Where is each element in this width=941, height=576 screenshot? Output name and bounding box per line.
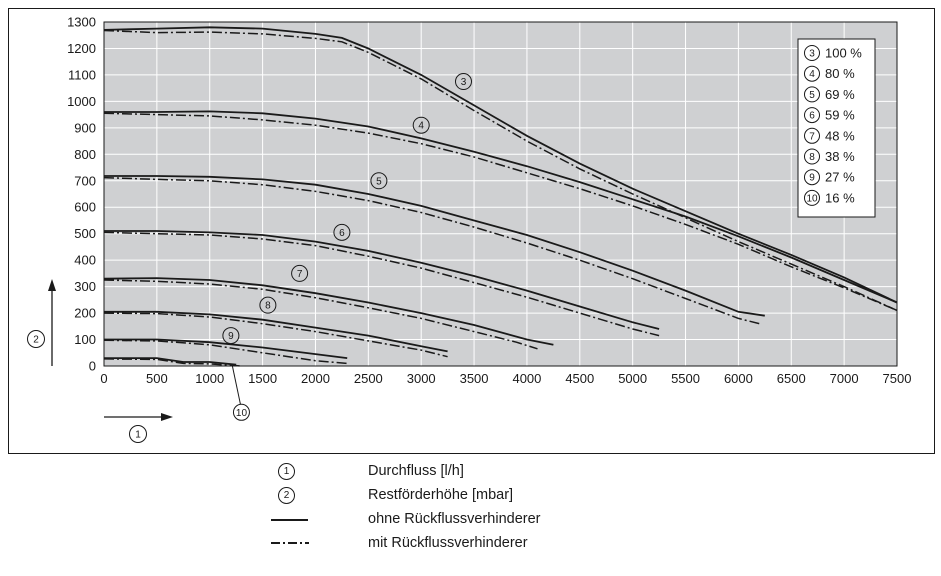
x-tick-label: 7500 (882, 371, 912, 386)
legend-marker-9 (805, 170, 820, 185)
y-tick-label: 700 (74, 173, 96, 189)
svg-text:2: 2 (33, 334, 39, 346)
x-tick-label: 4500 (565, 371, 595, 386)
x-tick-label: 5000 (618, 371, 648, 386)
footer-legend-row-1 (268, 460, 768, 484)
y-tick-label: 900 (74, 120, 96, 136)
legend-marker-10 (805, 190, 820, 205)
legend-marker-5 (805, 87, 820, 102)
head-label: Restförderhöhe [mbar] (368, 487, 514, 503)
pump-curve-chart (8, 8, 935, 454)
svg-text:3: 3 (460, 77, 467, 89)
footer-legend-row-2 (268, 484, 768, 508)
y-tick-label: 500 (74, 226, 96, 242)
legend-label: 80 % (825, 66, 855, 82)
svg-text:4: 4 (809, 69, 815, 81)
curve-label-7 (292, 265, 308, 281)
x-tick-label: 6500 (776, 371, 806, 386)
legend-label: 100 % (825, 45, 862, 61)
x-axis-ref-marker (130, 426, 147, 443)
footer-legend (268, 460, 768, 556)
x-tick-label: 3500 (459, 371, 489, 386)
dashdot-line-sample (271, 538, 311, 548)
curve-label-4 (413, 117, 429, 133)
y-tick-label: 100 (74, 332, 96, 348)
svg-text:10: 10 (235, 407, 248, 419)
legend-label: 16 % (825, 190, 855, 206)
x-tick-label: 5500 (671, 371, 700, 386)
x-tick-label: 7000 (829, 371, 859, 386)
svg-text:5: 5 (809, 89, 815, 101)
solid-line-sample (271, 519, 308, 521)
svg-text:1: 1 (135, 429, 141, 441)
legend-label: 69 % (825, 86, 855, 102)
legend-marker-4 (805, 66, 820, 81)
legend-marker-7 (805, 128, 820, 143)
legend-marker-6 (805, 108, 820, 123)
x-tick-label: 1000 (195, 371, 225, 386)
plot-area (104, 22, 897, 366)
x-tick-label: 500 (146, 371, 168, 386)
x-tick-label: 6000 (723, 371, 753, 386)
svg-text:9: 9 (809, 172, 815, 184)
x-tick-label: 0 (100, 371, 108, 386)
curve-label-6 (334, 224, 350, 240)
y-tick-label: 1100 (68, 67, 96, 83)
x-tick-label: 3000 (406, 371, 436, 386)
svg-text:8: 8 (265, 300, 271, 312)
solid-line-label: ohne Rückflussverhinderer (368, 511, 541, 527)
curve-label-9 (223, 328, 239, 344)
y-tick-label: 300 (74, 279, 96, 295)
svg-text:8: 8 (809, 152, 815, 163)
x-tick-label: 1500 (248, 371, 278, 386)
svg-text:3: 3 (809, 48, 815, 60)
y-tick-label: 200 (74, 305, 96, 321)
svg-text:9: 9 (228, 331, 234, 343)
flow-label: Durchfluss [l/h] (368, 463, 464, 479)
svg-text:6: 6 (809, 110, 815, 122)
svg-text:4: 4 (418, 120, 424, 132)
x-tick-label: 2000 (301, 371, 330, 386)
legend-label: 48 % (825, 128, 855, 144)
legend-marker-8 (805, 149, 820, 164)
y-tick-label: 0 (88, 358, 96, 374)
y-tick-label: 600 (74, 199, 96, 215)
legend-label: 27 % (825, 169, 855, 185)
curve-label-10 (233, 404, 249, 420)
svg-text:5: 5 (376, 176, 382, 188)
dashdot-line-label: mit Rückflussverhinderer (368, 535, 528, 551)
ref-marker-1: 1 (278, 463, 295, 480)
legend (798, 39, 875, 217)
svg-text:6: 6 (339, 227, 345, 239)
y-tick-label: 1200 (67, 40, 96, 56)
y-tick-label: 1000 (67, 93, 96, 109)
curve-label-5 (371, 173, 387, 189)
ref-marker-2: 2 (278, 487, 295, 504)
curve-label-8 (260, 297, 276, 313)
x-tick-label: 4000 (512, 371, 542, 386)
footer-legend-row-dashed (268, 532, 768, 556)
curve-label-3 (455, 74, 471, 90)
legend-marker-3 (805, 46, 820, 61)
footer-legend-row-solid (268, 508, 768, 532)
legend-label: 38 % (825, 149, 855, 164)
chart-frame (8, 8, 935, 454)
svg-text:10: 10 (806, 193, 818, 205)
y-tick-label: 800 (74, 146, 96, 162)
svg-text:7: 7 (296, 268, 303, 280)
legend-label: 59 % (825, 107, 855, 123)
y-tick-label: 1300 (67, 14, 96, 30)
y-axis-ref-marker (28, 331, 45, 348)
svg-text:7: 7 (809, 131, 815, 143)
y-tick-label: 400 (74, 252, 96, 268)
x-tick-label: 2500 (353, 371, 383, 386)
